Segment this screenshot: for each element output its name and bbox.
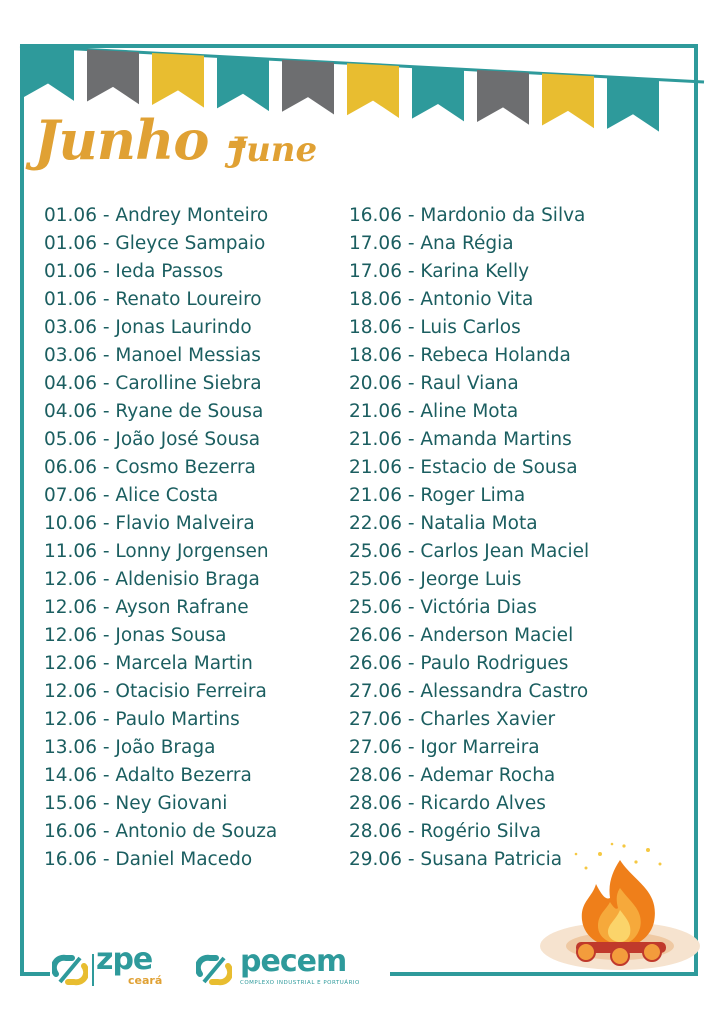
bunting-flag bbox=[542, 73, 594, 128]
birthday-entry: 27.06 - Charles Xavier bbox=[349, 709, 556, 730]
birthday-entry: 25.06 - Victória Dias bbox=[349, 597, 537, 618]
bunting-flag bbox=[282, 60, 334, 115]
page-title bbox=[34, 108, 334, 194]
zpe-divider bbox=[92, 954, 94, 986]
birthday-entry: 12.06 - Jonas Sousa bbox=[44, 625, 227, 646]
birthday-entry: 13.06 - João Braga bbox=[44, 737, 216, 758]
birthday-entry: 12.06 - Ayson Rafrane bbox=[44, 597, 249, 618]
birthday-entry: 10.06 - Flavio Malveira bbox=[44, 513, 255, 534]
birthday-entry: 12.06 - Otacisio Ferreira bbox=[44, 681, 267, 702]
birthday-entry: 28.06 - Ademar Rocha bbox=[349, 765, 556, 786]
birthday-entry: 21.06 - Estacio de Sousa bbox=[349, 457, 578, 478]
birthday-entry: 20.06 - Raul Viana bbox=[349, 373, 519, 394]
birthday-entry: 17.06 - Ana Régia bbox=[349, 233, 514, 254]
birthday-entry: 18.06 - Luis Carlos bbox=[349, 317, 521, 338]
bunting-flag bbox=[152, 53, 204, 108]
bunting-flag bbox=[22, 46, 74, 101]
birthday-entry: 26.06 - Anderson Maciel bbox=[349, 625, 574, 646]
birthday-entry: 16.06 - Antonio de Souza bbox=[44, 821, 278, 842]
birthday-entry: 21.06 - Amanda Martins bbox=[349, 429, 572, 450]
birthday-entry: 26.06 - Paulo Rodrigues bbox=[349, 653, 569, 674]
birthday-entry: 01.06 - Renato Loureiro bbox=[44, 289, 262, 310]
birthday-entry: 01.06 - Andrey Monteiro bbox=[44, 205, 269, 226]
birthday-entry: 03.06 - Manoel Messias bbox=[44, 345, 261, 366]
ceara-logo-text: ceará bbox=[128, 974, 163, 987]
birthday-entry: 15.06 - Ney Giovani bbox=[44, 793, 228, 814]
birthday-entry: 22.06 - Natalia Mota bbox=[349, 513, 538, 534]
bunting-flag bbox=[347, 63, 399, 118]
title-junho: Junho - bbox=[34, 108, 248, 172]
birthday-entry: 04.06 - Ryane de Sousa bbox=[44, 401, 264, 422]
birthday-entry: 21.06 - Aline Mota bbox=[349, 401, 519, 422]
birthday-entry: 06.06 - Cosmo Bezerra bbox=[44, 457, 256, 478]
footer-logos bbox=[50, 942, 390, 998]
pecem-logo-subtitle: COMPLEXO INDUSTRIAL E PORTUÁRIO bbox=[240, 980, 360, 986]
birthday-entry: 07.06 - Alice Costa bbox=[44, 485, 219, 506]
birthday-entry: 11.06 - Lonny Jorgensen bbox=[44, 541, 269, 562]
birthday-entry: 29.06 - Susana Patricia bbox=[349, 849, 563, 870]
birthday-entry: 04.06 - Carolline Siebra bbox=[44, 373, 262, 394]
birthday-entry: 18.06 - Rebeca Holanda bbox=[349, 345, 571, 366]
bunting-flag bbox=[477, 70, 529, 125]
pecem-logo-text: pecem bbox=[240, 944, 347, 979]
birthday-entry: 16.06 - Daniel Macedo bbox=[44, 849, 253, 870]
birthday-entry: 27.06 - Igor Marreira bbox=[349, 737, 540, 758]
birthday-entry: 17.06 - Karina Kelly bbox=[349, 261, 530, 282]
birthday-entry: 05.06 - João José Sousa bbox=[44, 429, 261, 450]
bunting-flag bbox=[412, 67, 464, 122]
birthday-entry: 27.06 - Alessandra Castro bbox=[349, 681, 589, 702]
bunting-flag bbox=[607, 77, 659, 132]
birthday-entry: 01.06 - Ieda Passos bbox=[44, 261, 224, 282]
birthday-entry: 28.06 - Ricardo Alves bbox=[349, 793, 546, 814]
pecem-logo-mark-icon bbox=[196, 952, 232, 988]
birthday-entry: 28.06 - Rogério Silva bbox=[349, 821, 542, 842]
birthday-entry: 12.06 - Marcela Martin bbox=[44, 653, 253, 674]
birthday-entry: 01.06 - Gleyce Sampaio bbox=[44, 233, 266, 254]
bunting-flag bbox=[217, 56, 269, 111]
birthday-entry: 21.06 - Roger Lima bbox=[349, 485, 526, 506]
zpe-logo-text: zpe bbox=[96, 942, 153, 977]
title-june: June bbox=[230, 130, 318, 170]
birthday-entry: 12.06 - Aldenisio Braga bbox=[44, 569, 260, 590]
zpe-logo-mark-icon bbox=[52, 952, 88, 988]
birthday-entry: 25.06 - Carlos Jean Maciel bbox=[349, 541, 590, 562]
bunting-flag bbox=[87, 50, 139, 105]
bonfire-icon bbox=[536, 838, 706, 978]
birthday-entry: 25.06 - Jeorge Luis bbox=[349, 569, 522, 590]
birthday-entry: 14.06 - Adalto Bezerra bbox=[44, 765, 252, 786]
birthday-list-right bbox=[349, 202, 589, 874]
birthday-entry: 03.06 - Jonas Laurindo bbox=[44, 317, 252, 338]
birthday-list-left bbox=[44, 202, 277, 874]
birthday-entry: 12.06 - Paulo Martins bbox=[44, 709, 240, 730]
birthday-entry: 16.06 - Mardonio da Silva bbox=[349, 205, 586, 226]
birthday-entry: 18.06 - Antonio Vita bbox=[349, 289, 534, 310]
